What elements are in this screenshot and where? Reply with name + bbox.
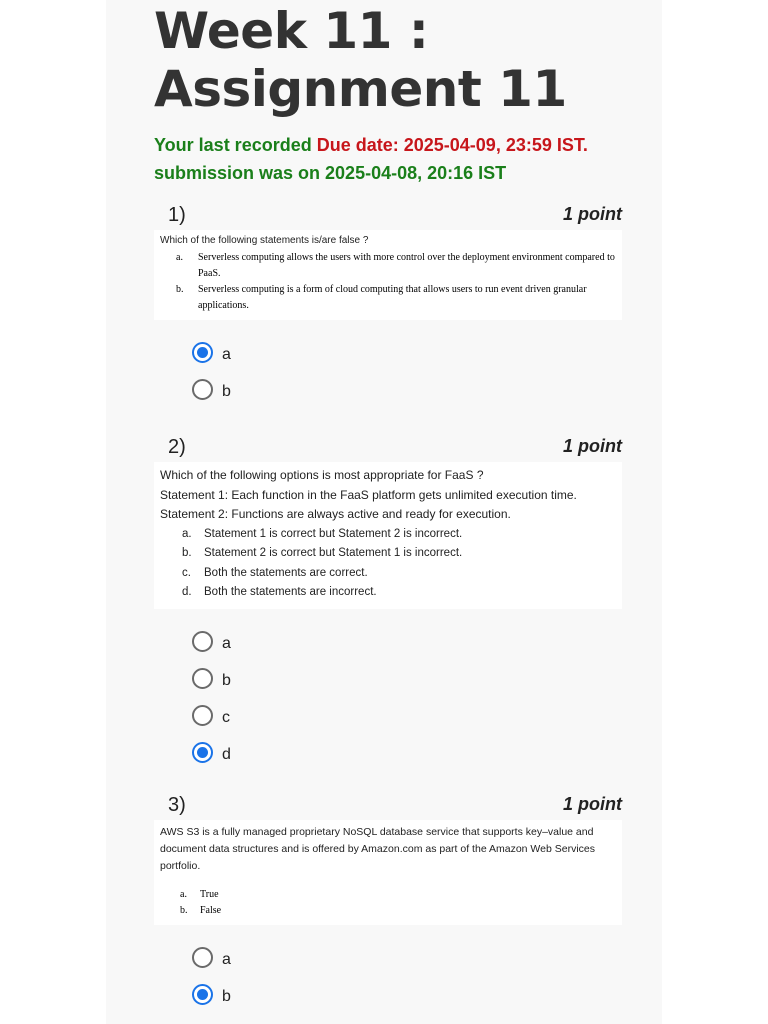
radio-empty-icon[interactable] [192, 947, 213, 968]
statement-item: b. Statement 2 is correct but Statement 1 is incorrect. [182, 547, 463, 559]
radio-empty-icon[interactable] [192, 705, 213, 726]
page-title: Week 11 : Assignment 11 [154, 2, 567, 118]
statement-list [160, 887, 616, 919]
statement-list [160, 525, 616, 603]
statement-item: c. Both the statements are correct. [182, 566, 368, 579]
last-submission-date: submission was on 2025-04-08, 20:16 IST [154, 163, 507, 183]
question-2 [154, 436, 622, 775]
question-points: 1 point [563, 436, 622, 456]
question-header [154, 204, 622, 230]
option-d[interactable]: d [154, 738, 622, 775]
question-header [154, 436, 622, 462]
submission-status-line [154, 134, 588, 156]
option-c[interactable]: c [154, 701, 622, 738]
question-points: 1 point [563, 794, 622, 814]
radio-selected-icon[interactable] [192, 742, 213, 763]
answer-options [154, 338, 622, 412]
question-image [154, 462, 622, 609]
option-a[interactable]: a [154, 943, 622, 980]
question-3 [154, 794, 622, 1017]
question-points: 1 point [563, 204, 622, 224]
answer-options [154, 943, 622, 1017]
statement-item: a. Statement 1 is correct but Statement 2 is incorrect. [182, 527, 463, 540]
question-header [154, 794, 622, 820]
option-b[interactable]: b [154, 375, 622, 412]
option-a[interactable]: a [154, 338, 622, 375]
question-number: 2) [168, 436, 186, 458]
statement-list [160, 250, 616, 314]
question-image [154, 230, 622, 320]
option-b[interactable]: b [154, 664, 622, 701]
statement-item: d. Both the statements are incorrect. [182, 586, 377, 598]
answer-options [154, 627, 622, 775]
statement-item: b. False [180, 905, 222, 916]
due-date: Due date: 2025-04-09, 23:59 IST. [316, 135, 588, 155]
radio-empty-icon[interactable] [192, 631, 213, 652]
radio-empty-icon[interactable] [192, 379, 213, 400]
statement-item: a. Serverless computing allows the users with more control over the deployment environment compared to PaaS. [176, 252, 615, 279]
question-number: 3) [168, 794, 186, 816]
option-b[interactable]: b [154, 980, 622, 1017]
radio-selected-icon[interactable] [192, 342, 213, 363]
question-text: AWS S3 is a fully managed proprietary NoSQL database service that supports key–value and document data structures and is offered by Amazon.com as part of the Amazon Web Services portfolio. [160, 826, 596, 872]
question-number: 1) [168, 204, 186, 226]
assignment-page [106, 0, 662, 1024]
option-a[interactable]: a [154, 627, 622, 664]
radio-empty-icon[interactable] [192, 668, 213, 689]
question-1 [154, 204, 622, 412]
radio-selected-icon[interactable] [192, 984, 213, 1005]
statement-item: b. Serverless computing is a form of cloud computing that allows users to run event driven granular applications. [176, 284, 587, 311]
question-text: Which of the following statements is/are false ? [160, 235, 369, 246]
question-image [154, 820, 622, 925]
question-text: Which of the following options is most appropriate for FaaS ? Statement 1: Each function in the FaaS platform gets unlimited execution time. Statement 2: Functions are always active and ready for execution. [160, 468, 577, 521]
statement-item: a. True [180, 889, 219, 900]
last-recorded-label: Your last recorded [154, 135, 312, 155]
